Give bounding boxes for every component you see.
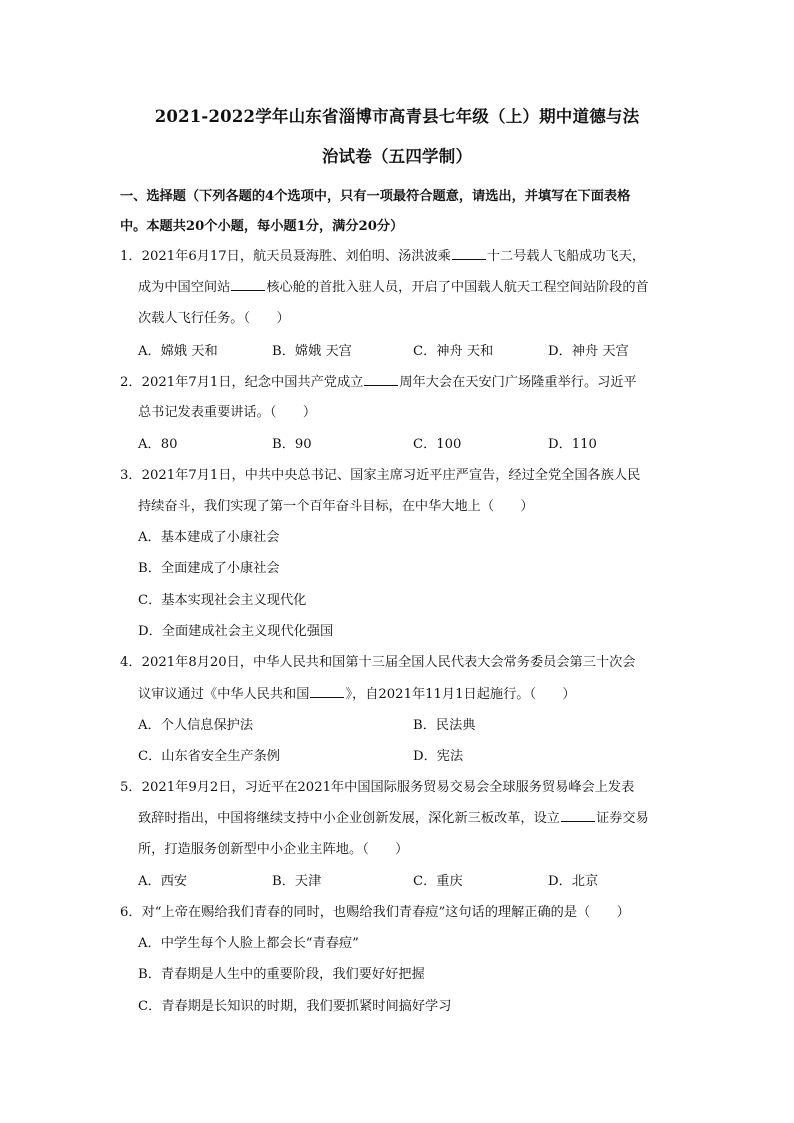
question-6-option-a[interactable]: A．中学生每个人脸上都会长“青春痘” (138, 936, 359, 951)
page-title-line1: 2021-2022学年山东省淄博市高青县七年级（上）期中道德与法 (154, 107, 640, 126)
question-5-option-b[interactable]: B．天津 (272, 874, 322, 889)
question-2-option-c[interactable]: C．100 (413, 437, 462, 452)
fill-blank (310, 685, 344, 698)
question-1-option-d[interactable]: D．神舟 天宫 (548, 344, 629, 359)
question-5-option-c[interactable]: C．重庆 (413, 874, 463, 889)
question-2-option-d[interactable]: D．110 (548, 437, 597, 452)
question-6-option-c[interactable]: C．青春期是长知识的时期，我们要抓紧时间搞好学习 (138, 999, 452, 1014)
question-1-option-c[interactable]: C．神舟 天和 (413, 344, 494, 359)
section-instruction-line1: 一、选择题（下列各题的4个选项中，只有一项最符合题意，请选出，并填写在下面表格 (120, 189, 631, 204)
question-4-option-d[interactable]: D．宪法 (413, 749, 464, 764)
question-3-option-d[interactable]: D．全面建成社会主义现代化强国 (138, 624, 334, 639)
question-1-option-a[interactable]: A．嫦娥 天和 (138, 344, 218, 359)
question-3-line2: 持续奋斗，我们实现了第一个百年奋斗目标，在中华大地上（ ） (138, 499, 534, 514)
question-2-line1: 2．2021年7月1日，纪念中国共产党成立 周年大会在天安门广场隆重举行。习近平 (120, 375, 637, 390)
question-1-line2: 成为中国空间站 核心舱的首批入驻人员，开启了中国载人航天工程空间站阶段的首 (138, 280, 649, 295)
fill-blank (561, 809, 595, 822)
question-3-option-b[interactable]: B．全面建成了小康社会 (138, 561, 280, 576)
question-4-line2: 议审议通过《中华人民共和国 》，自2021年11月1日起施行。（ ） (138, 687, 576, 702)
question-6-line1: 6．对“上帝在赐给我们青春的同时，也赐给我们青春痘”这句话的理解正确的是（ ） (120, 905, 630, 920)
question-4-line1: 4．2021年8月20日，中华人民共和国第十三届全国人民代表大会常务委员会第三十次会 (120, 655, 636, 670)
question-3-option-c[interactable]: C．基本实现社会主义现代化 (138, 593, 307, 608)
question-1-option-b[interactable]: B．嫦娥 天宫 (272, 344, 352, 359)
question-2-line2: 总书记发表重要讲话。（ ） (138, 405, 317, 420)
question-2-option-b[interactable]: B．90 (272, 437, 312, 452)
question-5-option-a[interactable]: A．西安 (138, 874, 188, 889)
fill-blank (231, 278, 265, 291)
question-1-line1: 1．2021年6月17日，航天员聂海胜、刘伯明、汤洪波乘 十二号载人飞船成功飞天， (120, 249, 646, 264)
question-5-line3: 所，打造服务创新型中小企业主阵地。（ ） (138, 842, 409, 857)
question-3-option-a[interactable]: A．基本建成了小康社会 (138, 530, 280, 545)
question-4-option-c[interactable]: C．山东省安全生产条例 (138, 749, 280, 764)
question-4-option-a[interactable]: A．个人信息保护法 (138, 718, 254, 733)
question-6-option-b[interactable]: B．青春期是人生中的重要阶段，我们要好好把握 (138, 967, 425, 982)
question-2-option-a[interactable]: A．80 (138, 437, 178, 452)
fill-blank (452, 247, 486, 260)
fill-blank (364, 373, 398, 386)
question-3-line1: 3．2021年7月1日，中共中央总书记、国家主席习近平庄严宣告，经过全党全国各族人民 (120, 468, 641, 483)
question-5-option-d[interactable]: D．北京 (548, 874, 599, 889)
question-4-option-b[interactable]: B．民法典 (413, 718, 476, 733)
question-1-line3: 次载人飞行任务。（ ） (138, 311, 290, 326)
question-5-line1: 5．2021年9月2日，习近平在2021年中国国际服务贸易交易会全球服务贸易峰会上发表 (120, 780, 635, 795)
question-5-line2: 致辞时指出，中国将继续支持中小企业创新发展，深化新三板改革，设立 证券交易 (138, 811, 649, 826)
section-instruction-line2: 中。本题共20个小题，每小题1分，满分20分） (120, 219, 404, 234)
page-title-line2: 治试卷（五四学制） (321, 147, 473, 166)
